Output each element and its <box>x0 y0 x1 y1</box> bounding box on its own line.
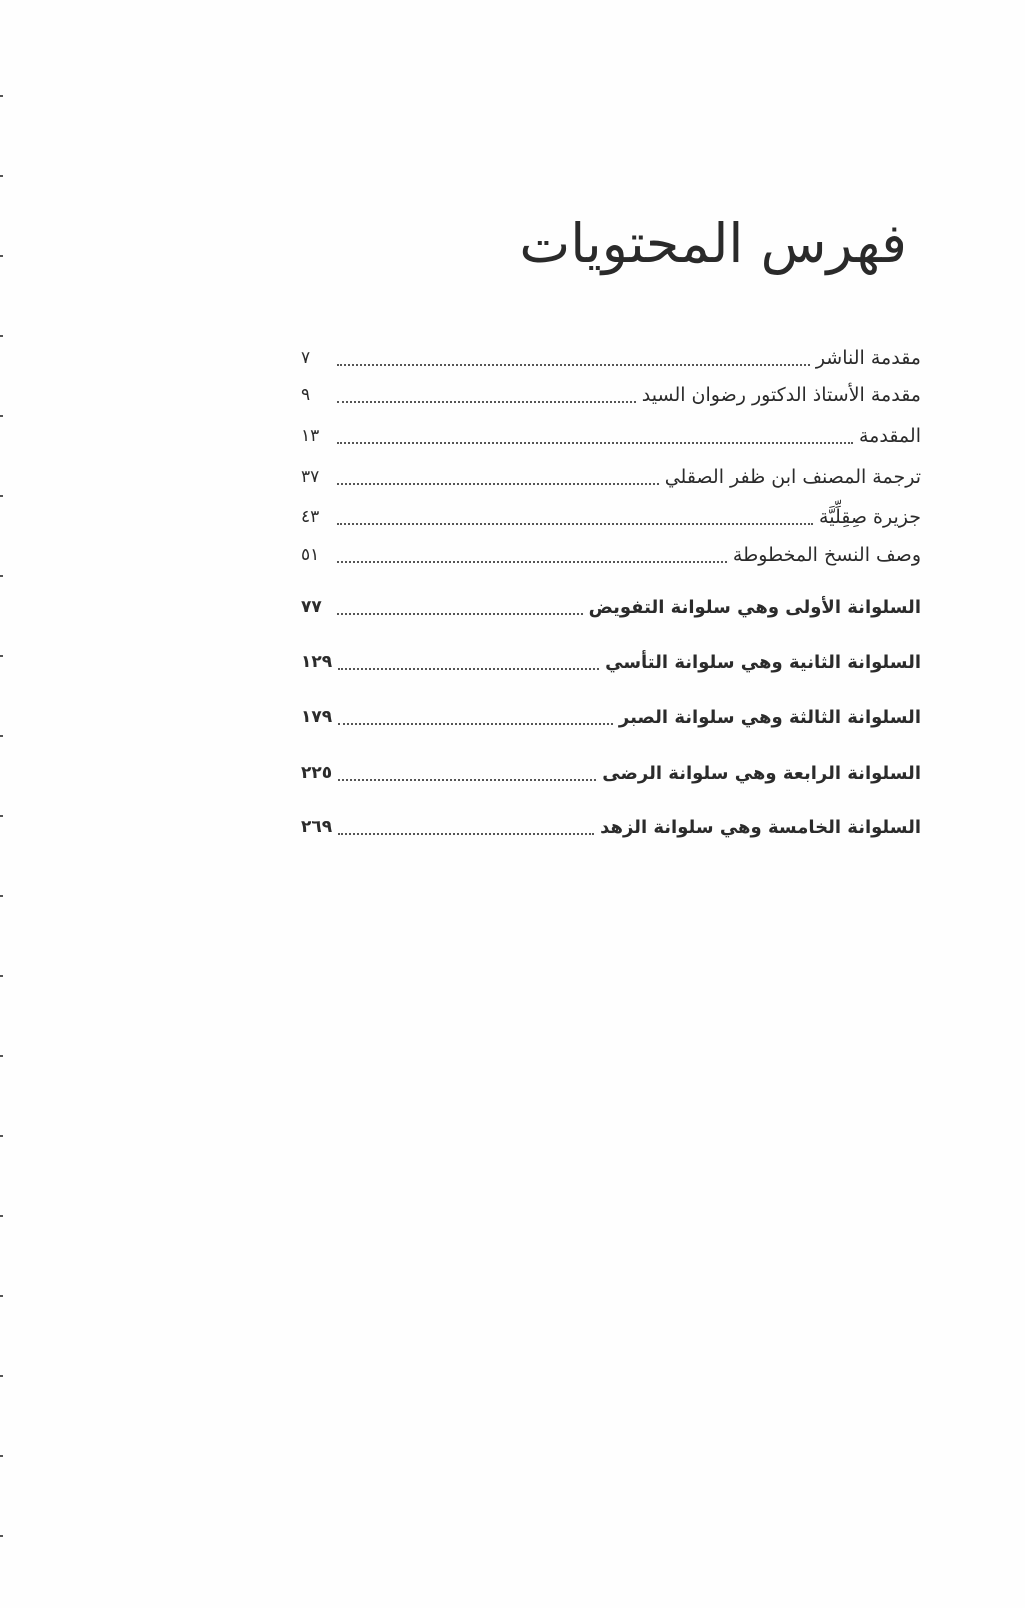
toc-entry[interactable] <box>301 375 921 415</box>
toc-entry-page: ٧ <box>301 348 311 368</box>
toc-entry[interactable] <box>301 497 921 537</box>
toc-entry-label: ترجمة المصنف ابن ظفر الصقلي <box>664 466 921 488</box>
page-title: فهرس المحتويات <box>519 212 907 275</box>
toc-entry[interactable] <box>301 535 921 575</box>
toc-entry-label: جزيرة صِقِلِّيَّة <box>819 506 921 528</box>
toc-entry[interactable] <box>301 807 921 847</box>
toc-entry-page: ٧٧ <box>301 597 322 617</box>
toc-entry[interactable] <box>301 457 921 497</box>
dot-leader <box>338 723 613 725</box>
dot-leader <box>338 833 594 835</box>
toc-entry-label: السلوانة الرابعة وهي سلوانة الرضى <box>602 762 921 784</box>
dot-leader <box>337 442 853 444</box>
dot-leader <box>337 523 813 525</box>
toc-entry[interactable] <box>301 338 921 378</box>
dot-leader <box>337 401 636 403</box>
toc-entry[interactable] <box>301 697 921 737</box>
toc-entry-page: ١٣ <box>301 426 320 446</box>
toc-entry-label: وصف النسخ المخطوطة <box>732 544 921 566</box>
toc-entry-page: ٣٧ <box>301 467 320 487</box>
toc-entry-page: ١٢٩ <box>301 652 333 672</box>
toc-entry[interactable] <box>301 587 921 627</box>
page-edge-marks <box>0 0 4 1608</box>
toc-entry-page: ١٧٩ <box>301 707 333 727</box>
dot-leader <box>337 613 583 615</box>
toc-entry-page: ٢٢٥ <box>301 763 333 783</box>
toc-entry-label: السلوانة الخامسة وهي سلوانة الزهد <box>600 816 921 838</box>
toc-entry-page: ٢٦٩ <box>301 817 333 837</box>
toc-entry[interactable] <box>301 753 921 793</box>
toc-entry-label: السلوانة الثالثة وهي سلوانة الصبر <box>618 706 921 728</box>
toc-entry-page: ٤٣ <box>301 507 320 527</box>
toc-entry-label: مقدمة الأستاذ الدكتور رضوان السيد <box>641 384 921 406</box>
dot-leader <box>337 561 727 563</box>
toc-entry[interactable] <box>301 416 921 456</box>
dot-leader <box>337 483 659 485</box>
dot-leader <box>338 668 599 670</box>
toc-entry-label: السلوانة الثانية وهي سلوانة التأسي <box>605 651 921 673</box>
toc-entry-page: ٩ <box>301 385 311 405</box>
dot-leader <box>337 364 810 366</box>
toc-entry-label: السلوانة الأولى وهي سلوانة التفويض <box>588 596 921 618</box>
dot-leader <box>338 779 596 781</box>
toc-entry-label: مقدمة الناشر <box>815 347 921 369</box>
toc-entry-page: ٥١ <box>301 545 320 565</box>
toc-entry[interactable] <box>301 642 921 682</box>
toc-entry-label: المقدمة <box>858 425 921 447</box>
